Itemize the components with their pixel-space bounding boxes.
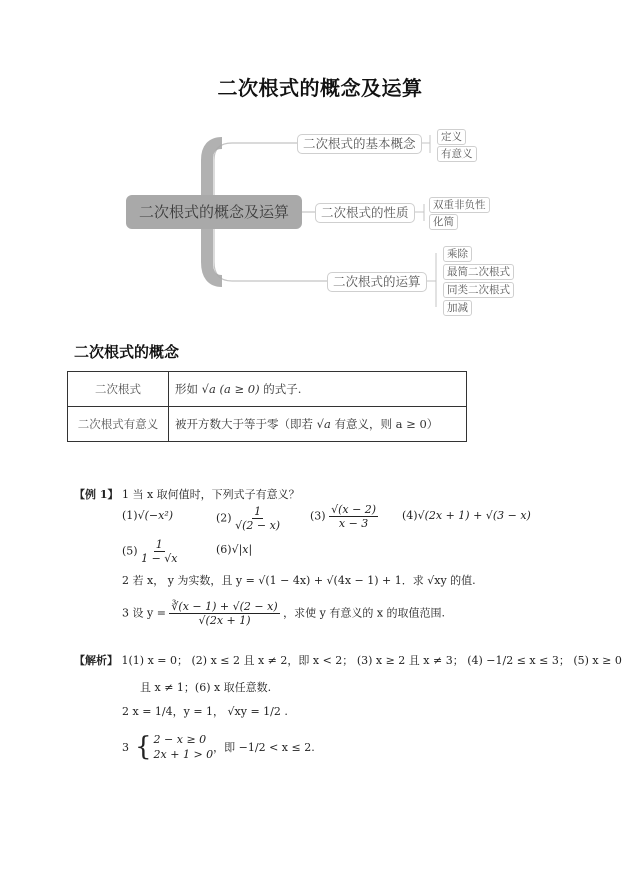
mindmap-leaf: 同类二次根式: [443, 282, 514, 298]
solution-line-2: 且 x ≠ 1；(6) x 取任意数.: [140, 681, 272, 694]
mindmap-leaf: 最简二次根式: [443, 264, 514, 280]
mindmap-leaf: 化简: [429, 214, 458, 230]
table-row: [68, 372, 467, 407]
item-5: (5) $\frac{1}{1 - √x}$: [122, 538, 178, 565]
solution-line-1: 【解析】 1(1) x = 0； (2) x ≤ 2 且 x ≠ 2，即 x < 2； (3) x ≥ 2 且 x ≠ 3； (4) −1/2 ≤ x ≤ 3； (5) x ≥ 0: [74, 654, 622, 667]
mindmap-leaf: 加减: [443, 300, 472, 316]
term-cell: 二次根式有意义: [68, 407, 169, 442]
table-row: [68, 407, 467, 442]
item-1: (1)√(−x²): [122, 509, 174, 522]
mindmap-branch-operations: 二次根式的运算: [327, 272, 427, 292]
mindmap-branch-basic-concept: 二次根式的基本概念: [297, 134, 422, 154]
example-question-1: 【例 1】 1 当 x 取何值时，下列式子有意义？: [74, 488, 300, 501]
mindmap-leaf: 双重非负性: [429, 197, 490, 213]
section-heading: 二次根式的概念: [74, 343, 180, 361]
item-6: (6)√|x|: [216, 543, 253, 556]
mindmap-leaf: 乘除: [443, 246, 472, 262]
example-question-2: 2 若 x， y 为实数，且 y = √(1 − 4x) + √(4x − 1) + 1．求 √xy 的值.: [122, 574, 476, 587]
solution-line-4: 3 { 2 − x ≥ 0 2x + 1 > 0 ，即 −1/2 < x ≤ 2.: [122, 732, 315, 762]
mindmap-root: 二次根式的概念及运算: [126, 195, 302, 229]
item-2: (2) $\frac{1}{√(2 - x)}$: [216, 505, 281, 532]
document-title: 二次根式的概念及运算: [217, 76, 423, 100]
example-question-3: 3 设 y = $\frac{∛(x - 1) + √(2 - x)}{√(2x + 1)}$ ，求使 y 有意义的 x 的取值范围.: [122, 600, 446, 627]
item-3: (3) $\frac{√(x - 2)}{x - 3}$: [310, 503, 377, 530]
desc-cell: 形如 √a (a ≥ 0) 的式子.: [169, 372, 467, 407]
mindmap-leaf: 有意义: [437, 146, 477, 162]
item-4: (4)√(2x + 1) + √(3 − x): [402, 509, 531, 522]
desc-cell: 被开方数大于等于零（即若 √a 有意义，则 a ≥ 0）: [169, 407, 467, 442]
solution-line-3: 2 x = 1/4，y = 1， √xy = 1/2 .: [122, 705, 288, 718]
mindmap-connectors: [0, 0, 640, 330]
mindmap-leaf: 定义: [437, 129, 466, 145]
definition-table: [67, 371, 467, 442]
term-cell: 二次根式: [68, 372, 169, 407]
mindmap-branch-properties: 二次根式的性质: [315, 203, 415, 223]
